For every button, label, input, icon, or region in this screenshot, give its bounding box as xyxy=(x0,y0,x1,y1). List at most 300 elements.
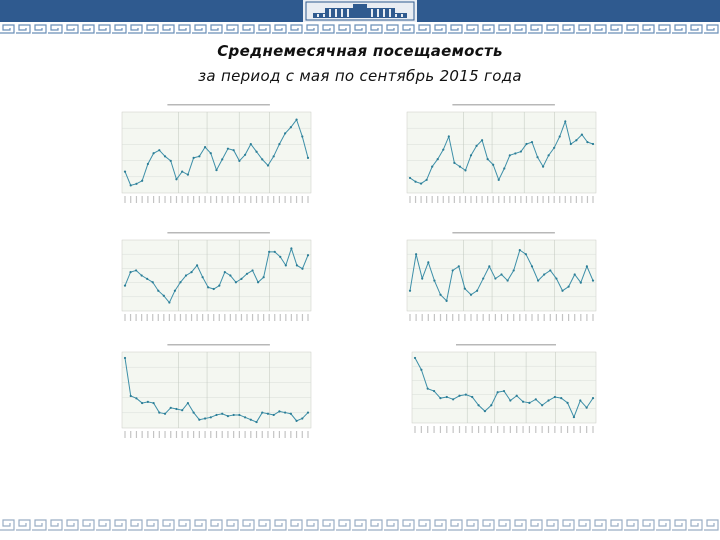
x-tick-label xyxy=(130,431,131,438)
data-point xyxy=(174,290,176,292)
chart-svg xyxy=(110,100,315,215)
data-point xyxy=(433,279,435,281)
data-point xyxy=(548,154,550,156)
data-point xyxy=(560,397,562,399)
data-point xyxy=(164,155,166,157)
data-point xyxy=(238,414,240,416)
x-tick-label xyxy=(489,314,490,321)
data-point xyxy=(487,158,489,160)
x-tick-label xyxy=(267,196,268,203)
x-tick-label xyxy=(470,314,471,321)
x-tick-label xyxy=(433,426,434,433)
data-point xyxy=(250,419,252,421)
x-tick-label xyxy=(459,426,460,433)
plot-area xyxy=(122,352,311,428)
x-tick-label xyxy=(199,196,200,203)
chart-svg xyxy=(110,340,315,450)
data-point xyxy=(592,143,594,145)
data-point xyxy=(452,269,454,271)
x-tick-label xyxy=(187,431,188,438)
data-point xyxy=(263,276,265,278)
x-tick-label xyxy=(244,196,245,203)
chart-caption xyxy=(456,344,556,346)
x-tick-label xyxy=(409,314,410,321)
x-tick-label xyxy=(586,314,587,321)
data-point xyxy=(124,171,126,173)
x-tick-label xyxy=(493,196,494,203)
data-point xyxy=(442,149,444,151)
x-tick-label xyxy=(580,426,581,433)
x-tick-label xyxy=(202,314,203,321)
x-tick-label xyxy=(307,314,308,321)
data-point xyxy=(135,269,137,271)
data-point xyxy=(420,182,422,184)
x-tick-label xyxy=(568,314,569,321)
x-tick-label xyxy=(246,314,247,321)
data-point xyxy=(513,269,515,271)
greek-key-border-top xyxy=(0,23,720,35)
data-point xyxy=(507,279,509,281)
x-tick-label xyxy=(124,196,125,203)
x-tick-label xyxy=(509,196,510,203)
data-point xyxy=(414,357,416,359)
x-tick-label xyxy=(164,196,165,203)
data-point xyxy=(581,134,583,136)
x-tick-label xyxy=(537,196,538,203)
data-point xyxy=(210,152,212,154)
data-point xyxy=(152,402,154,404)
x-tick-label xyxy=(196,314,197,321)
x-tick-label xyxy=(427,426,428,433)
data-point xyxy=(541,404,543,406)
x-tick-label xyxy=(285,196,286,203)
x-tick-label xyxy=(504,196,505,203)
x-tick-label xyxy=(503,426,504,433)
x-tick-label xyxy=(531,196,532,203)
line-chart-6 xyxy=(400,340,600,445)
x-tick-label xyxy=(432,196,433,203)
data-point xyxy=(227,415,229,417)
data-point xyxy=(592,279,594,281)
x-tick-label xyxy=(147,431,148,438)
x-tick-label xyxy=(219,314,220,321)
x-tick-label xyxy=(285,314,286,321)
data-point xyxy=(307,157,309,159)
data-point xyxy=(279,256,281,258)
data-point xyxy=(592,397,594,399)
data-point xyxy=(246,273,248,275)
x-tick-label xyxy=(263,314,264,321)
chart-svg xyxy=(395,228,600,333)
data-point xyxy=(202,276,204,278)
x-tick-label xyxy=(216,196,217,203)
data-point xyxy=(453,162,455,164)
x-tick-label xyxy=(142,431,143,438)
x-tick-label xyxy=(227,196,228,203)
x-tick-label xyxy=(538,314,539,321)
x-tick-label xyxy=(164,431,165,438)
x-tick-label xyxy=(586,426,587,433)
plot-area xyxy=(407,112,596,193)
data-point xyxy=(516,395,518,397)
data-point xyxy=(198,155,200,157)
data-point xyxy=(470,294,472,296)
data-point xyxy=(146,278,148,280)
x-tick-label xyxy=(576,196,577,203)
x-tick-label xyxy=(592,426,593,433)
x-tick-label xyxy=(193,431,194,438)
x-tick-label xyxy=(465,196,466,203)
data-point xyxy=(215,169,217,171)
x-tick-label xyxy=(174,314,175,321)
x-tick-label xyxy=(542,426,543,433)
x-tick-label xyxy=(422,314,423,321)
x-tick-label xyxy=(542,196,543,203)
data-point xyxy=(528,402,530,404)
data-point xyxy=(257,281,259,283)
x-tick-label xyxy=(522,426,523,433)
data-point xyxy=(251,269,253,271)
data-point xyxy=(437,158,439,160)
data-point xyxy=(168,301,170,303)
x-tick-label xyxy=(544,314,545,321)
data-point xyxy=(420,369,422,371)
data-point xyxy=(509,399,511,401)
data-point xyxy=(267,164,269,166)
data-point xyxy=(307,411,309,413)
data-point xyxy=(568,286,570,288)
x-tick-label xyxy=(491,426,492,433)
data-point xyxy=(514,152,516,154)
x-tick-label xyxy=(531,314,532,321)
government-building-emblem xyxy=(303,0,417,22)
data-point xyxy=(179,281,181,283)
x-tick-label xyxy=(176,196,177,203)
x-tick-label xyxy=(519,314,520,321)
data-point xyxy=(537,279,539,281)
chart-caption xyxy=(452,232,555,234)
data-point xyxy=(278,143,280,145)
data-point xyxy=(267,413,269,415)
data-point xyxy=(175,178,177,180)
x-tick-label xyxy=(124,314,125,321)
x-tick-label xyxy=(556,314,557,321)
data-point xyxy=(492,164,494,166)
x-tick-label xyxy=(170,196,171,203)
data-point xyxy=(564,120,566,122)
x-tick-label xyxy=(464,314,465,321)
data-point xyxy=(494,277,496,279)
data-point xyxy=(490,404,492,406)
x-tick-label xyxy=(256,196,257,203)
data-point xyxy=(227,148,229,150)
x-tick-label xyxy=(141,314,142,321)
data-point xyxy=(285,264,287,266)
data-point xyxy=(157,290,159,292)
x-tick-label xyxy=(152,314,153,321)
data-point xyxy=(409,177,411,179)
x-tick-label xyxy=(414,426,415,433)
chart-svg xyxy=(110,228,315,333)
data-point xyxy=(536,156,538,158)
x-tick-label xyxy=(562,314,563,321)
x-tick-label xyxy=(182,431,183,438)
x-tick-label xyxy=(495,314,496,321)
data-point xyxy=(147,401,149,403)
data-point xyxy=(221,413,223,415)
data-point xyxy=(301,417,303,419)
x-tick-label xyxy=(250,196,251,203)
x-tick-label xyxy=(453,426,454,433)
data-point xyxy=(482,277,484,279)
x-tick-label xyxy=(216,431,217,438)
x-tick-label xyxy=(548,426,549,433)
data-point xyxy=(238,160,240,162)
data-point xyxy=(566,402,568,404)
x-tick-label xyxy=(481,196,482,203)
data-point xyxy=(218,285,220,287)
line-chart-2 xyxy=(395,100,600,215)
data-point xyxy=(570,143,572,145)
x-tick-label xyxy=(587,196,588,203)
x-tick-label xyxy=(233,196,234,203)
x-tick-label xyxy=(478,426,479,433)
data-point xyxy=(187,402,189,404)
data-point xyxy=(233,414,235,416)
x-tick-label xyxy=(580,314,581,321)
x-tick-label xyxy=(515,196,516,203)
data-point xyxy=(475,145,477,147)
x-tick-label xyxy=(136,431,137,438)
x-tick-label xyxy=(415,196,416,203)
x-tick-label xyxy=(176,431,177,438)
x-tick-label xyxy=(227,431,228,438)
x-tick-label xyxy=(233,431,234,438)
x-tick-label xyxy=(446,426,447,433)
line-chart-4 xyxy=(395,228,600,333)
data-point xyxy=(278,410,280,412)
x-tick-label xyxy=(257,314,258,321)
x-tick-label xyxy=(497,426,498,433)
x-tick-label xyxy=(279,196,280,203)
data-point xyxy=(561,290,563,292)
x-tick-label xyxy=(182,196,183,203)
data-point xyxy=(433,390,435,392)
x-tick-label xyxy=(567,426,568,433)
data-point xyxy=(170,160,172,162)
x-tick-label xyxy=(452,314,453,321)
data-point xyxy=(555,277,557,279)
x-tick-label xyxy=(291,314,292,321)
plot-area xyxy=(122,112,311,193)
greek-key-border-bottom xyxy=(0,518,720,532)
data-point xyxy=(158,149,160,151)
data-point xyxy=(301,135,303,137)
data-point xyxy=(210,416,212,418)
x-tick-label xyxy=(440,314,441,321)
x-tick-label xyxy=(446,314,447,321)
data-point xyxy=(250,143,252,145)
x-tick-label xyxy=(230,314,231,321)
x-tick-label xyxy=(454,196,455,203)
data-point xyxy=(273,155,275,157)
data-point xyxy=(547,399,549,401)
x-tick-label xyxy=(210,196,211,203)
x-tick-label xyxy=(256,431,257,438)
data-point xyxy=(274,251,276,253)
data-point xyxy=(268,251,270,253)
chart-caption xyxy=(167,232,270,234)
data-point xyxy=(152,281,154,283)
x-tick-label xyxy=(235,314,236,321)
data-point xyxy=(290,247,292,249)
x-tick-label xyxy=(204,196,205,203)
x-tick-label xyxy=(484,426,485,433)
x-tick-label xyxy=(267,431,268,438)
x-tick-label xyxy=(262,196,263,203)
data-point xyxy=(147,163,149,165)
data-point xyxy=(459,166,461,168)
data-point xyxy=(525,253,527,255)
x-tick-label xyxy=(307,431,308,438)
data-point xyxy=(488,265,490,267)
data-point xyxy=(415,253,417,255)
x-tick-label xyxy=(279,431,280,438)
x-tick-label xyxy=(142,196,143,203)
data-point xyxy=(531,141,533,143)
data-point xyxy=(542,166,544,168)
data-point xyxy=(531,265,533,267)
data-point xyxy=(181,171,183,173)
data-point xyxy=(240,278,242,280)
x-tick-label xyxy=(250,431,251,438)
data-point xyxy=(522,401,524,403)
x-tick-label xyxy=(280,314,281,321)
x-tick-label xyxy=(158,314,159,321)
x-tick-label xyxy=(147,314,148,321)
x-tick-label xyxy=(296,314,297,321)
x-tick-label xyxy=(307,196,308,203)
x-tick-label xyxy=(483,314,484,321)
x-tick-label xyxy=(409,196,410,203)
data-point xyxy=(452,398,454,400)
line-chart-1 xyxy=(110,100,315,215)
data-point xyxy=(215,414,217,416)
data-point xyxy=(427,261,429,263)
x-tick-label xyxy=(239,431,240,438)
x-tick-label xyxy=(559,196,560,203)
data-point xyxy=(284,132,286,134)
chart-svg xyxy=(400,340,600,445)
data-point xyxy=(141,274,143,276)
data-point xyxy=(458,395,460,397)
x-tick-label xyxy=(513,314,514,321)
x-tick-label xyxy=(477,314,478,321)
x-tick-label xyxy=(516,426,517,433)
data-point xyxy=(193,411,195,413)
x-tick-label xyxy=(573,426,574,433)
data-point xyxy=(421,277,423,279)
x-tick-label xyxy=(273,196,274,203)
slide-title: Среднемесячная посещаемость xyxy=(217,42,503,60)
data-point xyxy=(448,135,450,137)
data-point xyxy=(471,396,473,398)
x-tick-label xyxy=(420,196,421,203)
plot-area xyxy=(412,352,596,423)
x-tick-label xyxy=(159,196,160,203)
x-tick-label xyxy=(290,431,291,438)
x-tick-label xyxy=(434,314,435,321)
data-point xyxy=(261,411,263,413)
data-point xyxy=(213,288,215,290)
x-tick-label xyxy=(443,196,444,203)
x-tick-label xyxy=(554,196,555,203)
x-tick-label xyxy=(565,196,566,203)
data-point xyxy=(431,166,433,168)
x-tick-label xyxy=(159,431,160,438)
data-point xyxy=(170,407,172,409)
x-tick-label xyxy=(529,426,530,433)
x-tick-label xyxy=(550,314,551,321)
x-tick-label xyxy=(269,314,270,321)
data-point xyxy=(190,271,192,273)
data-point xyxy=(204,146,206,148)
x-tick-label xyxy=(241,314,242,321)
x-tick-label xyxy=(501,314,502,321)
data-point xyxy=(295,119,297,121)
x-tick-label xyxy=(426,196,427,203)
x-tick-label xyxy=(135,314,136,321)
data-point xyxy=(439,397,441,399)
data-point xyxy=(295,420,297,422)
x-tick-label xyxy=(213,314,214,321)
data-point xyxy=(503,167,505,169)
x-tick-label xyxy=(498,196,499,203)
data-point xyxy=(284,411,286,413)
x-tick-label xyxy=(163,314,164,321)
data-point xyxy=(446,300,448,302)
x-tick-label xyxy=(561,426,562,433)
x-tick-label xyxy=(153,196,154,203)
data-point xyxy=(446,396,448,398)
chart-caption xyxy=(167,344,270,346)
data-point xyxy=(301,268,303,270)
data-point xyxy=(427,388,429,390)
x-tick-label xyxy=(153,431,154,438)
data-point xyxy=(543,273,545,275)
x-tick-label xyxy=(570,196,571,203)
x-tick-label xyxy=(191,314,192,321)
data-point xyxy=(559,135,561,137)
data-point xyxy=(244,416,246,418)
x-tick-label xyxy=(437,196,438,203)
data-point xyxy=(290,126,292,128)
data-point xyxy=(439,294,441,296)
data-point xyxy=(187,174,189,176)
data-point xyxy=(141,402,143,404)
x-tick-label xyxy=(574,314,575,321)
data-point xyxy=(580,282,582,284)
x-tick-label xyxy=(302,196,303,203)
x-tick-label xyxy=(208,314,209,321)
data-point xyxy=(498,179,500,181)
data-point xyxy=(124,357,126,359)
data-point xyxy=(503,390,505,392)
slide-subtitle: за период с мая по сентябрь 2015 года xyxy=(198,67,522,85)
data-point xyxy=(135,397,137,399)
data-point xyxy=(426,179,428,181)
x-tick-label xyxy=(147,196,148,203)
